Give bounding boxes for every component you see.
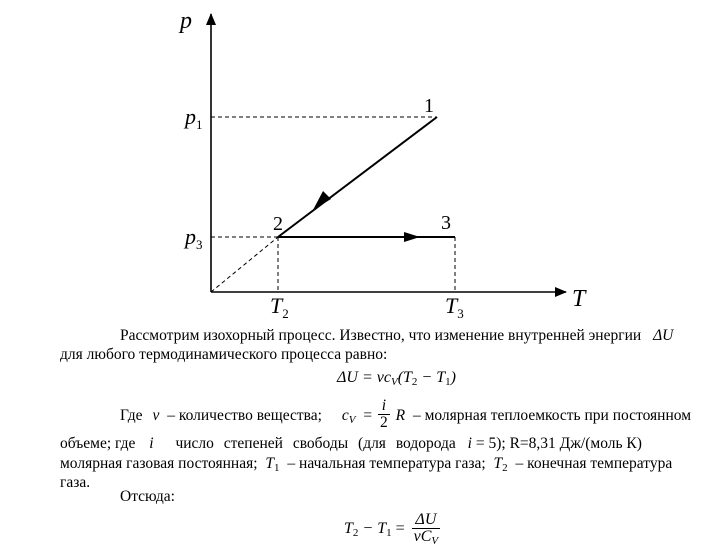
- paragraph-line-6: газа.: [60, 474, 91, 491]
- p3-label: $p_3$: [185, 224, 203, 252]
- T2-label: $T_2$: [270, 293, 289, 320]
- fraction-i-over-2: $\frac{i}{2}$: [379, 397, 388, 431]
- point-2-label: 2: [273, 213, 283, 235]
- equation-temperature-difference: $T_2 - T_1$ = $\frac{\Delta U}{\nu C_V}$: [344, 511, 439, 547]
- paragraph-line-1: [120, 326, 673, 345]
- text-line-2: для любого термодинамического процесса равно:: [60, 346, 388, 363]
- p-axis-label: p: [180, 8, 192, 34]
- origin-dashed-line: [211, 237, 278, 292]
- equation-delta-u: $\Delta U = \nu c_V(T_2 - T_1)$: [337, 369, 456, 388]
- text-line-1: Рассмотрим изохорный процесс. Известно, что изменение внутренней энергии: [120, 327, 642, 344]
- paragraph-line-5: молярная газовая постоянная; $T_1$ – начальная температура газа; $T_2$ – конечная температура: [60, 455, 673, 474]
- p1-label: $p_1$: [185, 104, 203, 132]
- process-1-2-arrow: [313, 191, 331, 210]
- delta-u-symbol: ΔU: [653, 327, 674, 344]
- paragraph-line-3: Где ν – количество вещества; $c_V$ = $\frac{i}{2}$ R – молярная теплоемкость при постоянном: [120, 397, 692, 431]
- T-axis-label: T: [572, 286, 586, 312]
- T3-label: $T_3$: [445, 293, 464, 320]
- paragraph-line-2: [60, 345, 387, 364]
- point-1-label: 1: [424, 95, 434, 117]
- point-3-label: 3: [441, 212, 451, 234]
- process-1-2-line: [278, 117, 437, 237]
- paragraph-line-4: объеме; где i число степеней свободы (для водорода i = 5); R=8,31 Дж/(моль К): [60, 435, 642, 452]
- paragraph-line-7: Отсюда:: [120, 488, 175, 505]
- process-2-3-arrow: [404, 232, 420, 242]
- fraction-delta-u-over-nu-cv: $\frac{\Delta U}{\nu C_V}$: [413, 511, 439, 547]
